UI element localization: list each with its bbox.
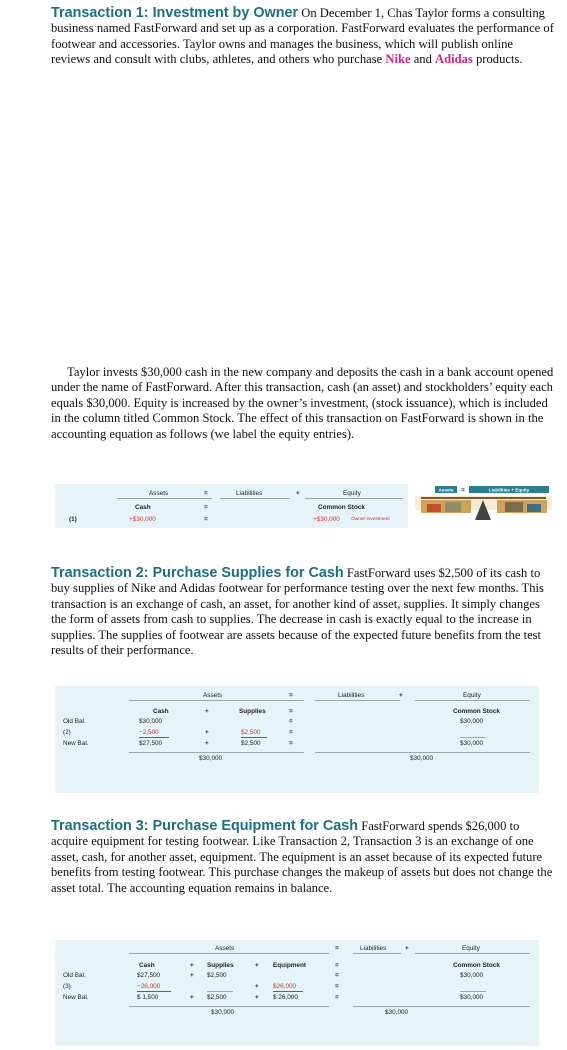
equals-sign: = — [335, 945, 339, 952]
plus-sign: + — [255, 983, 259, 990]
common-stock-column-header: Common Stock — [453, 962, 500, 969]
supplies-old-balance: $2,500 — [207, 972, 227, 979]
plus-sign: + — [255, 962, 259, 969]
scale-liabilities-equity-label: Liabilities + Equity — [488, 487, 530, 493]
equals-sign: = — [335, 983, 339, 990]
equals-sign: = — [335, 962, 339, 969]
transaction-1-text: On December 1, Chas Taylor forms a consulting business named FastForward and set up as a corporation. FastForward evaluates the performance of footwear and accessories. Taylor owns and manages the business, which will publish online reviews and consult with clubs, athletes, and others who purchase — [51, 6, 554, 67]
equals-sign: = — [289, 708, 293, 715]
common-stock-increase: +$30,000 — [313, 516, 340, 523]
total-assets: $30,000 — [199, 755, 223, 762]
plus-sign: + — [190, 962, 194, 969]
transaction-3-text: FastForward spends $26,000 to acquire equipment for testing footwear. Like Transaction 2, Transaction 3 is an exchange of one asset, cash, for another asset, equipment. The equipment is an asset because of its expected future benefits from testing footwear. This purchase changes the makeup of assets but does not change the asset total. The accounting equation remains in balance. — [51, 819, 553, 895]
plus-sign: + — [205, 708, 209, 715]
equals-sign: = — [289, 740, 293, 747]
balance-scale-icon — [415, 496, 552, 520]
transaction-1-end: products. — [472, 52, 523, 67]
plus-sign: + — [190, 972, 194, 979]
scale-equals-label: = — [461, 488, 465, 494]
liabilities-header: Liabilities — [360, 945, 387, 952]
equals-sign: = — [204, 490, 208, 497]
common-stock-column-header: Common Stock — [453, 708, 500, 715]
scale-assets-label: Assets — [438, 487, 454, 493]
plus-sign: + — [255, 994, 259, 1001]
equals-sign: = — [289, 718, 293, 725]
transaction-2-heading: Transaction 2: Purchase Supplies for Cash — [51, 565, 344, 581]
transaction-row-label: (3) — [63, 983, 71, 990]
cash-decrease: −2,500 — [139, 729, 159, 736]
common-stock-old-balance: $30,000 — [460, 972, 484, 979]
liabilities-header: Liabilities — [338, 692, 365, 699]
accounting-equation-1 — [55, 484, 408, 528]
old-balance-label: Old Bal. — [63, 972, 86, 979]
equals-sign: = — [335, 994, 339, 1001]
plus-sign: + — [205, 729, 209, 736]
transaction-1-heading: Transaction 1: Investment by Owner — [51, 5, 299, 21]
equity-header: Equity — [462, 945, 480, 952]
cash-increase: +$30,000 — [129, 516, 156, 523]
transaction-3-paragraph — [51, 819, 554, 896]
investment-paragraph: Taylor invests $30,000 cash in the new company and deposits the cash in a bank account opened under the name of FastForward. After this transaction, cash (an asset) and stockholders’ equity each equals $30,000. Equity is increased by the owner’s investment, (stock issuance), which is included in the column titled Common Stock. The effect of this transaction on FastForward is shown in the accounting equation as follows (we label the equity entries). — [51, 365, 554, 441]
accounting-equation-2 — [55, 686, 539, 793]
common-stock-new-balance: $30,000 — [460, 994, 484, 1001]
supplies-increase: $2,500 — [241, 729, 261, 736]
assets-header: Assets — [203, 692, 223, 699]
equals-sign: = — [289, 692, 293, 699]
adidas-brand: Adidas — [435, 52, 473, 67]
transaction-2-paragraph — [51, 566, 554, 658]
equity-note: Owner investment — [351, 517, 390, 522]
assets-header: Assets — [149, 490, 169, 497]
new-balance-label: New Bal. — [63, 994, 89, 1001]
equipment-column-header: Equipment — [273, 962, 307, 969]
cash-old-balance: $27,500 — [137, 972, 161, 979]
transaction-2-text: FastForward uses $2,500 of its cash to buy supplies of Nike and Adidas footwear for performance testing over the next few months. This transaction is an exchange of cash, an asset, for another kind of asset, supplies. It simply changes the form of assets from cash to supplies. The decrease in cash is exactly equal to the increase in supplies. The supplies of footwear are assets because of the expected future benefits from the test results of their performance. — [51, 566, 544, 658]
total-assets: $30,000 — [211, 1009, 235, 1016]
nike-brand: Nike — [385, 52, 411, 67]
equipment-new-balance: $ 26,000 — [273, 994, 298, 1001]
plus-sign: + — [190, 994, 194, 1001]
equals-sign: = — [204, 516, 208, 523]
cash-column-header: Cash — [153, 708, 169, 715]
common-stock-column-header: Common Stock — [318, 504, 365, 511]
cash-new-balance: $ 1,500 — [137, 994, 159, 1001]
assets-header: Assets — [215, 945, 235, 952]
plus-sign: + — [399, 692, 403, 699]
supplies-column-header: Supplies — [239, 708, 266, 715]
new-balance-label: New Bal. — [63, 740, 89, 747]
total-liabilities-equity: $30,000 — [410, 755, 434, 762]
row-label: (1) — [69, 516, 77, 523]
supplies-new-balance: $2,500 — [207, 994, 227, 1001]
supplies-column-header: Supplies — [207, 962, 234, 969]
common-stock-old-balance: $30,000 — [460, 718, 484, 725]
equals-sign: = — [289, 729, 293, 736]
plus-sign: + — [296, 490, 300, 497]
plus-sign: + — [405, 945, 409, 952]
liabilities-header: Liabilities — [236, 490, 263, 497]
equipment-increase: $26,000 — [273, 983, 297, 990]
equals-sign: = — [204, 504, 208, 511]
cash-new-balance: $27,500 — [139, 740, 163, 747]
transaction-1-paragraph — [51, 6, 554, 68]
cash-column-header: Cash — [135, 504, 151, 511]
equity-header: Equity — [463, 692, 481, 699]
equals-sign: = — [335, 972, 339, 979]
plus-sign: + — [205, 740, 209, 747]
equity-header: Equity — [343, 490, 361, 497]
transaction-3-heading: Transaction 3: Purchase Equipment for Cash — [51, 818, 359, 834]
balance-scale-illustration — [415, 478, 552, 526]
supplies-new-balance: $2,500 — [241, 740, 261, 747]
transaction-row-label: (2) — [63, 729, 71, 736]
cash-old-balance: $30,000 — [139, 718, 163, 725]
accounting-equation-3 — [55, 940, 539, 1046]
cash-decrease: −26,000 — [137, 983, 161, 990]
cash-column-header: Cash — [139, 962, 155, 969]
old-balance-label: Old Bal. — [63, 718, 86, 725]
total-liabilities-equity: $30,000 — [385, 1009, 409, 1016]
conjunction: and — [410, 52, 436, 67]
common-stock-new-balance: $30,000 — [460, 740, 484, 747]
